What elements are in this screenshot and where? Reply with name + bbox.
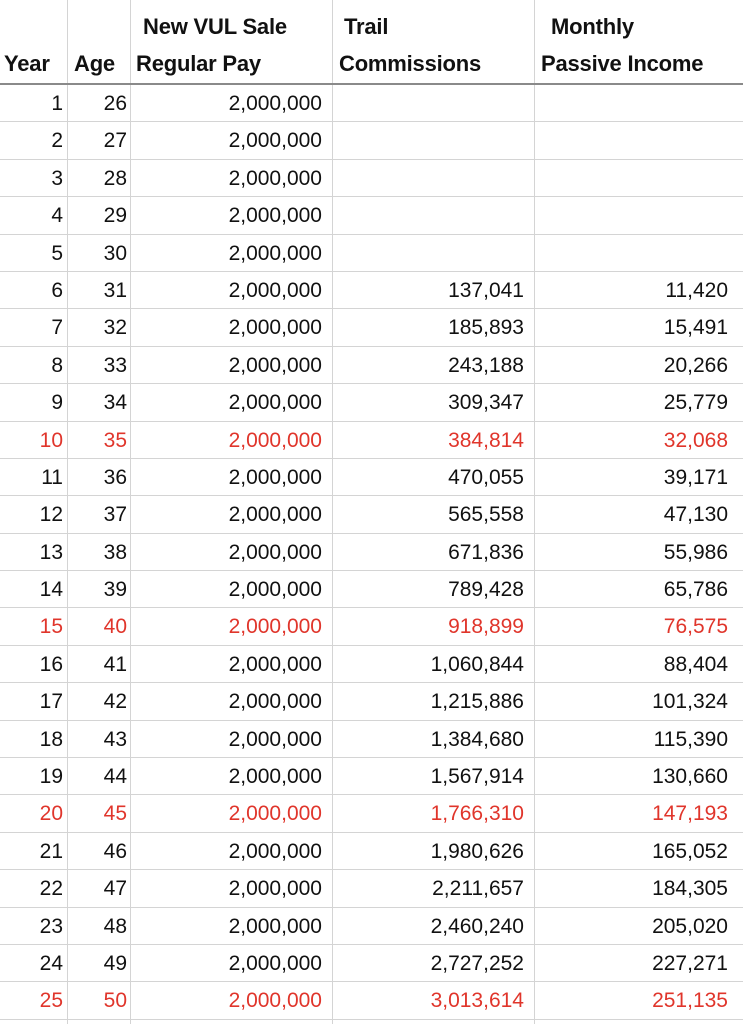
table-row xyxy=(0,122,743,159)
year-cell[interactable]: 24 xyxy=(39,951,63,975)
age-cell[interactable]: 50 xyxy=(103,989,127,1013)
sale-cell[interactable]: 2,000,000 xyxy=(228,92,322,115)
year-cell[interactable]: 13 xyxy=(39,540,63,564)
trail-cell[interactable]: 470,055 xyxy=(448,465,524,489)
income-cell[interactable] xyxy=(536,85,728,122)
age-cell[interactable]: 34 xyxy=(103,391,127,415)
age-cell[interactable]: 33 xyxy=(103,353,127,377)
age-cell[interactable]: 39 xyxy=(103,578,127,602)
sale-cell[interactable]: 2,000,000 xyxy=(228,727,322,751)
age-cell[interactable]: 41 xyxy=(103,652,127,676)
income-cell[interactable] xyxy=(536,197,728,234)
age-cell[interactable]: 30 xyxy=(103,241,127,265)
income-cell[interactable]: 88,404 xyxy=(663,652,728,676)
sale-cell[interactable]: 2,000,000 xyxy=(228,951,322,975)
trail-cell[interactable]: 2,727,252 xyxy=(430,951,524,975)
header-trail-line1[interactable]: Trail xyxy=(344,14,389,39)
table-row xyxy=(0,646,743,683)
year-cell[interactable]: 14 xyxy=(39,578,63,602)
header-income-line1[interactable]: Monthly xyxy=(551,14,634,39)
trail-cell[interactable]: 789,428 xyxy=(448,578,524,602)
age-cell[interactable]: 46 xyxy=(103,839,127,863)
income-cell[interactable]: 251,135 xyxy=(652,989,728,1013)
income-cell[interactable]: 20,266 xyxy=(663,353,728,377)
age-cell[interactable]: 35 xyxy=(103,428,127,452)
age-cell[interactable]: 42 xyxy=(103,690,127,714)
income-cell[interactable]: 205,020 xyxy=(652,914,728,938)
trail-cell[interactable] xyxy=(334,235,524,272)
sale-cell[interactable]: 2,000,000 xyxy=(228,391,322,415)
table-row xyxy=(0,758,743,795)
table-row xyxy=(0,870,743,907)
sale-cell[interactable]: 2,000,000 xyxy=(228,540,322,564)
year-cell[interactable]: 18 xyxy=(39,727,63,751)
income-cell[interactable]: 65,786 xyxy=(663,578,728,602)
table-row xyxy=(0,982,743,1019)
header-trail-line2[interactable]: Commissions xyxy=(339,51,482,76)
table-row xyxy=(0,422,743,459)
year-cell[interactable]: 9 xyxy=(51,391,63,415)
year-cell[interactable]: 6 xyxy=(51,278,63,302)
trail-cell[interactable]: 1,980,626 xyxy=(430,839,524,863)
income-cell[interactable]: 47,130 xyxy=(663,503,728,527)
sale-cell[interactable]: 2,000,000 xyxy=(228,877,322,901)
trail-cell[interactable]: 1,060,844 xyxy=(430,652,524,676)
age-cell[interactable]: 40 xyxy=(103,615,127,639)
age-cell[interactable]: 49 xyxy=(103,951,127,975)
trail-cell[interactable]: 3,013,614 xyxy=(430,989,524,1013)
trail-cell[interactable] xyxy=(334,160,524,197)
age-cell[interactable]: 43 xyxy=(103,727,127,751)
year-cell[interactable]: 12 xyxy=(39,503,63,527)
sale-cell[interactable]: 2,000,000 xyxy=(228,204,322,228)
income-cell[interactable]: 115,390 xyxy=(653,727,728,751)
sale-cell[interactable]: 2,000,000 xyxy=(228,129,322,153)
income-cell[interactable]: 15,491 xyxy=(663,316,728,340)
table-row xyxy=(0,908,743,945)
trail-cell[interactable]: 384,814 xyxy=(448,428,524,452)
sale-cell[interactable]: 2,000,000 xyxy=(228,166,322,190)
trail-cell[interactable] xyxy=(334,85,524,122)
income-cell[interactable]: 25,779 xyxy=(663,391,728,415)
income-cell[interactable]: 147,193 xyxy=(652,802,728,826)
table-row xyxy=(0,833,743,870)
year-cell[interactable]: 2 xyxy=(51,129,63,153)
year-cell[interactable]: 1 xyxy=(51,92,63,115)
sale-cell[interactable]: 2,000,000 xyxy=(228,578,322,602)
trail-cell[interactable]: 2,460,240 xyxy=(430,914,524,938)
income-cell[interactable]: 101,324 xyxy=(652,690,728,714)
trail-cell[interactable]: 309,347 xyxy=(448,391,524,415)
sale-cell[interactable]: 2,000,000 xyxy=(228,765,322,789)
table-row xyxy=(0,795,743,832)
age-cell[interactable]: 36 xyxy=(103,465,127,489)
age-cell[interactable]: 28 xyxy=(103,166,127,190)
year-cell[interactable]: 8 xyxy=(51,353,63,377)
sale-cell[interactable]: 2,000,000 xyxy=(228,465,322,489)
trail-cell[interactable]: 1,567,914 xyxy=(430,765,524,789)
table-row xyxy=(0,85,743,122)
sale-cell[interactable]: 2,000,000 xyxy=(228,914,322,938)
sale-cell[interactable]: 2,000,000 xyxy=(228,989,322,1013)
year-cell[interactable]: 22 xyxy=(39,877,63,901)
header-age[interactable]: Age xyxy=(74,51,115,76)
row-divider xyxy=(0,1019,743,1020)
year-cell[interactable]: 7 xyxy=(51,316,63,340)
year-cell[interactable]: 21 xyxy=(39,839,63,863)
trail-cell[interactable]: 1,215,886 xyxy=(430,690,524,714)
year-cell[interactable]: 5 xyxy=(51,241,63,265)
age-cell[interactable]: 44 xyxy=(103,765,127,789)
year-cell[interactable]: 23 xyxy=(39,914,63,938)
trail-cell[interactable]: 565,558 xyxy=(448,503,524,527)
year-cell[interactable]: 16 xyxy=(39,652,63,676)
table-row xyxy=(0,683,743,720)
table-row xyxy=(0,160,743,197)
trail-cell[interactable]: 918,899 xyxy=(448,615,524,639)
income-cell[interactable]: 32,068 xyxy=(663,428,728,452)
trail-cell[interactable]: 1,766,310 xyxy=(430,802,524,826)
age-cell[interactable]: 27 xyxy=(103,129,127,153)
table-row xyxy=(0,235,743,272)
trail-cell[interactable]: 137,041 xyxy=(448,278,524,302)
age-cell[interactable]: 26 xyxy=(103,92,127,115)
income-cell[interactable] xyxy=(536,122,728,159)
year-cell[interactable]: 4 xyxy=(51,204,63,228)
age-cell[interactable]: 37 xyxy=(103,503,127,527)
table-row xyxy=(0,534,743,571)
sale-cell[interactable]: 2,000,000 xyxy=(228,652,322,676)
year-cell[interactable]: 19 xyxy=(39,765,63,789)
year-cell[interactable]: 25 xyxy=(39,989,63,1013)
sale-cell[interactable]: 2,000,000 xyxy=(228,316,322,340)
income-cell[interactable]: 55,986 xyxy=(663,540,728,564)
table-row xyxy=(0,945,743,982)
sale-cell[interactable]: 2,000,000 xyxy=(228,802,322,826)
sale-cell[interactable]: 2,000,000 xyxy=(228,241,322,265)
table-body xyxy=(0,85,743,1020)
header-income-line2[interactable]: Passive Income xyxy=(541,51,704,76)
age-cell[interactable]: 48 xyxy=(103,914,127,938)
income-cell[interactable]: 227,271 xyxy=(652,951,728,975)
table-row xyxy=(0,571,743,608)
header-year[interactable]: Year xyxy=(4,51,50,76)
sale-cell[interactable]: 2,000,000 xyxy=(228,428,322,452)
income-cell[interactable]: 184,305 xyxy=(652,877,728,901)
sale-cell[interactable]: 2,000,000 xyxy=(228,839,322,863)
income-cell[interactable]: 76,575 xyxy=(663,615,728,639)
age-cell[interactable]: 38 xyxy=(103,540,127,564)
trail-cell[interactable] xyxy=(334,197,524,234)
trail-cell[interactable] xyxy=(334,122,524,159)
year-cell[interactable]: 11 xyxy=(41,465,63,489)
income-cell[interactable]: 165,052 xyxy=(652,839,728,863)
year-cell[interactable]: 20 xyxy=(39,802,63,826)
income-cell[interactable]: 39,171 xyxy=(663,465,728,489)
year-cell[interactable]: 3 xyxy=(51,166,63,190)
trail-cell[interactable]: 243,188 xyxy=(448,353,524,377)
trail-cell[interactable]: 2,211,657 xyxy=(432,877,524,901)
header-row xyxy=(0,0,743,83)
table-row xyxy=(0,459,743,496)
age-cell[interactable]: 47 xyxy=(103,877,127,901)
sale-cell[interactable]: 2,000,000 xyxy=(228,615,322,639)
age-cell[interactable]: 29 xyxy=(103,204,127,228)
trail-cell[interactable]: 1,384,680 xyxy=(430,727,524,751)
table-row xyxy=(0,384,743,421)
header-sale-line2[interactable]: Regular Pay xyxy=(136,51,261,76)
trail-cell[interactable]: 185,893 xyxy=(448,316,524,340)
age-cell[interactable]: 31 xyxy=(103,278,127,302)
income-cell[interactable] xyxy=(536,235,728,272)
table-row xyxy=(0,721,743,758)
table-row xyxy=(0,309,743,346)
age-cell[interactable]: 45 xyxy=(103,802,127,826)
income-cell[interactable]: 130,660 xyxy=(652,765,728,789)
table-row xyxy=(0,347,743,384)
table-row xyxy=(0,496,743,533)
table-row xyxy=(0,272,743,309)
sale-cell[interactable]: 2,000,000 xyxy=(228,278,322,302)
table-row xyxy=(0,197,743,234)
year-cell[interactable]: 10 xyxy=(39,428,63,452)
sale-cell[interactable]: 2,000,000 xyxy=(228,353,322,377)
income-cell[interactable] xyxy=(536,160,728,197)
income-cell[interactable]: 11,420 xyxy=(665,278,728,302)
sale-cell[interactable]: 2,000,000 xyxy=(228,503,322,527)
table-row xyxy=(0,608,743,645)
age-cell[interactable]: 32 xyxy=(103,316,127,340)
header-sale-line1[interactable]: New VUL Sale xyxy=(143,14,287,39)
year-cell[interactable]: 15 xyxy=(39,615,63,639)
trail-cell[interactable]: 671,836 xyxy=(448,540,524,564)
year-cell[interactable]: 17 xyxy=(39,690,63,714)
sale-cell[interactable]: 2,000,000 xyxy=(228,690,322,714)
